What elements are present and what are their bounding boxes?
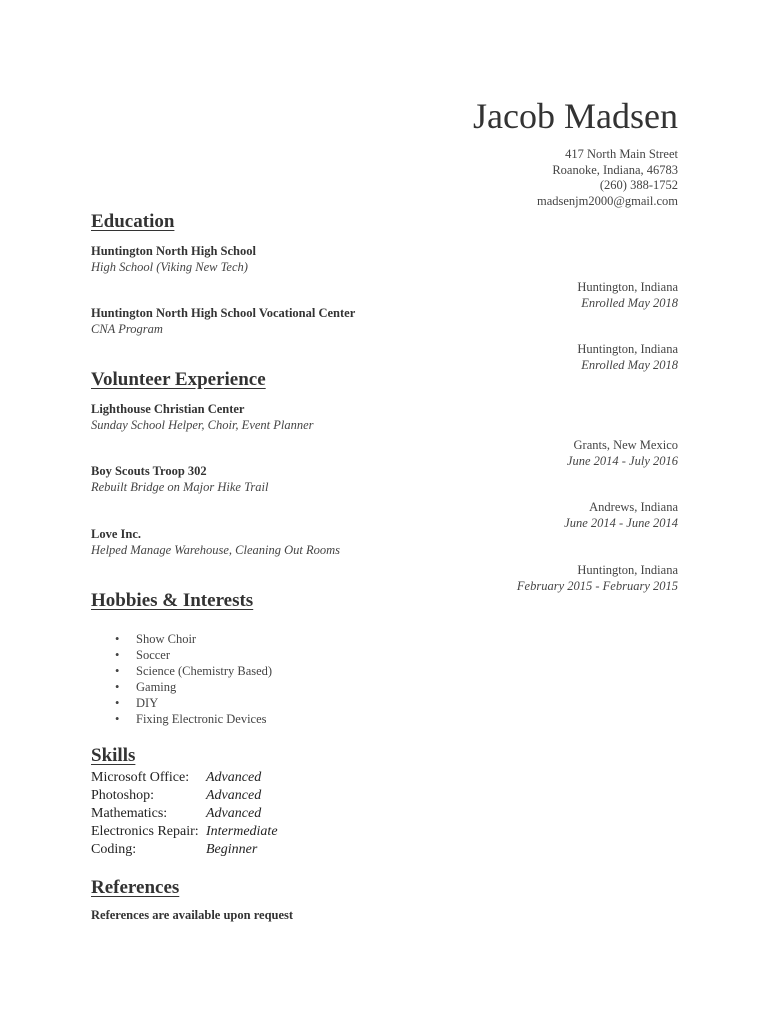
list-item — [111, 679, 272, 695]
entry-date: Enrolled May 2018 — [581, 357, 678, 372]
entry-location: Huntington, Indiana — [577, 563, 678, 577]
entry-organization: Lighthouse Christian Center — [91, 402, 245, 416]
hobby-label: DIY — [136, 696, 159, 710]
volunteer-entry — [91, 526, 678, 594]
entry-location: Andrews, Indiana — [589, 500, 678, 514]
list-item — [111, 647, 272, 663]
entry-location: Grants, New Mexico — [573, 438, 678, 452]
hobby-label: Soccer — [136, 648, 171, 662]
references-text: References are available upon request — [91, 908, 294, 922]
list-item — [111, 631, 272, 647]
skills-heading: Skills — [91, 745, 136, 766]
entry-location: Huntington, Indiana — [577, 342, 678, 356]
hobby-label: Science (Chemistry Based) — [136, 664, 273, 678]
hobbies-list — [111, 631, 272, 727]
volunteer-entry — [91, 401, 678, 469]
references-heading: References — [91, 877, 180, 898]
volunteer-entry — [91, 463, 678, 531]
list-item — [111, 663, 272, 679]
skill-level: Beginner — [206, 842, 258, 857]
skill-name: Electronics Repair: — [91, 824, 199, 839]
entry-role: Sunday School Helper, Choir, Event Planner — [91, 418, 314, 432]
bullet-icon: • — [115, 632, 120, 646]
entry-date: Enrolled May 2018 — [581, 295, 678, 310]
bullet-icon: • — [115, 712, 120, 726]
table-row — [91, 841, 278, 859]
volunteer-heading: Volunteer Experience — [91, 369, 266, 390]
skills-table — [91, 769, 278, 859]
bullet-icon: • — [115, 680, 120, 694]
entry-organization: Huntington North High School Vocational Center — [91, 306, 356, 320]
entry-location: Huntington, Indiana — [577, 280, 678, 294]
table-row — [91, 769, 278, 787]
bullet-icon: • — [115, 696, 120, 710]
education-entry — [91, 243, 678, 311]
table-row — [91, 805, 278, 823]
address-line-2: Roanoke, Indiana, 46783 — [552, 162, 678, 177]
hobby-label: Gaming — [136, 680, 177, 694]
skill-name: Photoshop: — [91, 788, 155, 803]
hobbies-heading: Hobbies & Interests — [91, 590, 254, 611]
education-heading: Education — [91, 211, 175, 232]
skill-level: Advanced — [206, 788, 262, 803]
list-item — [111, 711, 272, 727]
entry-role: Helped Manage Warehouse, Cleaning Out Rooms — [91, 543, 341, 557]
hobby-label: Show Choir — [136, 632, 197, 646]
skill-name: Microsoft Office: — [91, 770, 190, 785]
phone-number: (260) 388-1752 — [599, 178, 678, 193]
entry-role: Rebuilt Bridge on Major Hike Trail — [91, 480, 269, 494]
hobby-label: Fixing Electronic Devices — [136, 712, 267, 726]
table-row — [91, 787, 278, 805]
skill-level: Advanced — [206, 770, 262, 785]
skill-level: Intermediate — [206, 824, 278, 839]
skill-name: Mathematics: — [91, 806, 168, 821]
entry-organization: Love Inc. — [91, 527, 141, 541]
skill-level: Advanced — [206, 806, 262, 821]
entry-role: High School (Viking New Tech) — [91, 260, 248, 274]
entry-date: June 2014 - June 2014 — [564, 515, 678, 530]
address-line-1: 417 North Main Street — [565, 147, 678, 161]
entry-organization: Huntington North High School — [91, 244, 256, 258]
contact-block — [537, 147, 678, 209]
entry-organization: Boy Scouts Troop 302 — [91, 464, 207, 478]
candidate-name: Jacob Madsen — [473, 96, 678, 136]
bullet-icon: • — [115, 648, 120, 662]
list-item — [111, 695, 272, 711]
entry-role: CNA Program — [91, 322, 163, 336]
table-row — [91, 823, 278, 841]
bullet-icon: • — [115, 664, 120, 678]
entry-date: February 2015 - February 2015 — [516, 578, 678, 593]
skill-name: Coding: — [91, 842, 137, 857]
entry-date: June 2014 - July 2016 — [566, 453, 678, 468]
email-address: madsenjm2000@gmail.com — [536, 193, 678, 208]
education-entry — [91, 305, 678, 373]
